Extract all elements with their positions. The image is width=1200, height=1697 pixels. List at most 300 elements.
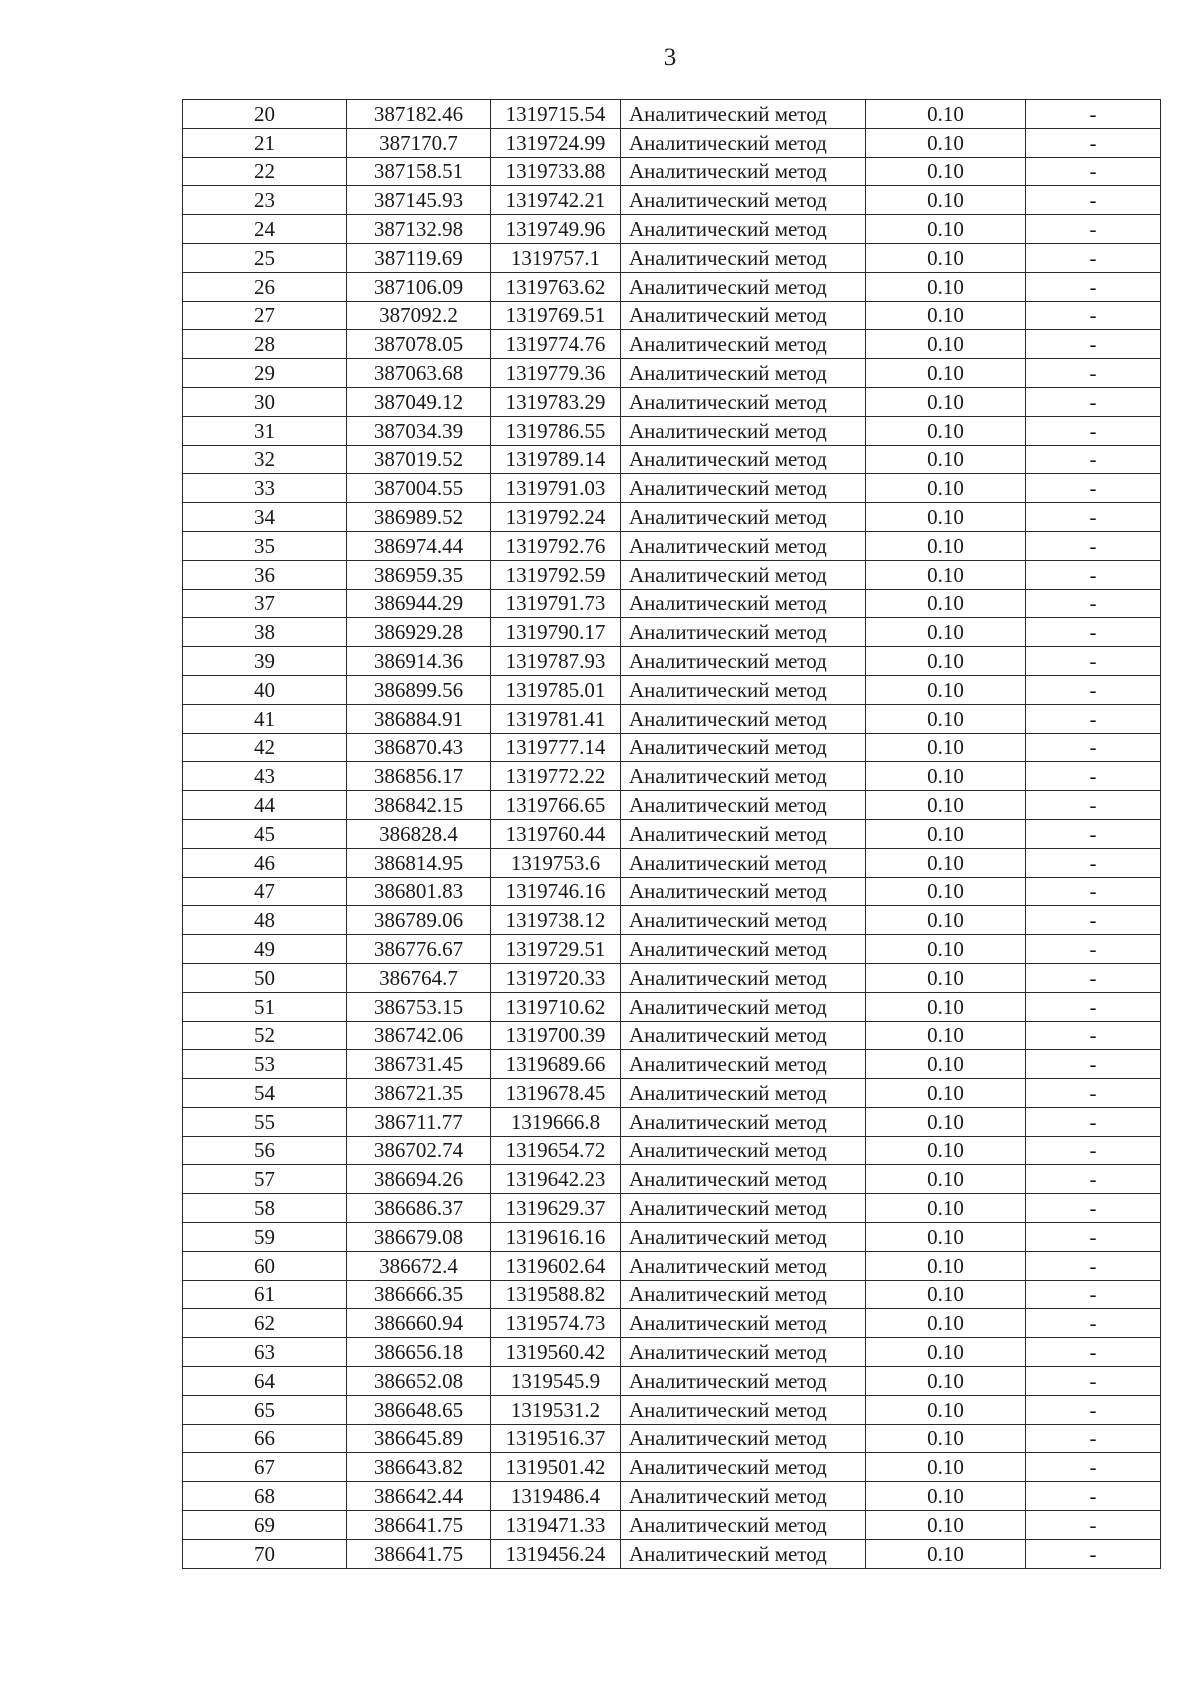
point-number-cell: 58 (183, 1194, 347, 1223)
accuracy-cell: 0.10 (866, 963, 1026, 992)
method-cell: Аналитический метод (621, 963, 866, 992)
accuracy-cell: 0.10 (866, 1223, 1026, 1252)
accuracy-cell: 0.10 (866, 531, 1026, 560)
accuracy-cell: 0.10 (866, 1424, 1026, 1453)
table-row (183, 243, 1161, 272)
description-cell: - (1026, 1223, 1161, 1252)
accuracy-cell: 0.10 (866, 359, 1026, 388)
table-row (183, 330, 1161, 359)
table-row (183, 589, 1161, 618)
table-row (183, 992, 1161, 1021)
accuracy-cell: 0.10 (866, 1511, 1026, 1540)
point-number-cell: 34 (183, 503, 347, 532)
y-coordinate-cell: 1319501.42 (491, 1453, 621, 1482)
accuracy-cell: 0.10 (866, 906, 1026, 935)
table-row (183, 618, 1161, 647)
x-coordinate-cell: 386711.77 (347, 1107, 491, 1136)
y-coordinate-cell: 1319753.6 (491, 848, 621, 877)
table-row (183, 1107, 1161, 1136)
y-coordinate-cell: 1319516.37 (491, 1424, 621, 1453)
description-cell: - (1026, 186, 1161, 215)
accuracy-cell: 0.10 (866, 1050, 1026, 1079)
accuracy-cell: 0.10 (866, 1107, 1026, 1136)
accuracy-cell: 0.10 (866, 100, 1026, 129)
table-row (183, 301, 1161, 330)
description-cell: - (1026, 531, 1161, 560)
y-coordinate-cell: 1319757.1 (491, 243, 621, 272)
accuracy-cell: 0.10 (866, 1280, 1026, 1309)
x-coordinate-cell: 386929.28 (347, 618, 491, 647)
y-coordinate-cell: 1319678.45 (491, 1079, 621, 1108)
x-coordinate-cell: 386944.29 (347, 589, 491, 618)
accuracy-cell: 0.10 (866, 992, 1026, 1021)
description-cell: - (1026, 330, 1161, 359)
description-cell: - (1026, 100, 1161, 129)
description-cell: - (1026, 272, 1161, 301)
method-cell: Аналитический метод (621, 675, 866, 704)
table-row (183, 848, 1161, 877)
table-row (183, 1136, 1161, 1165)
table-row (183, 791, 1161, 820)
accuracy-cell: 0.10 (866, 733, 1026, 762)
x-coordinate-cell: 386742.06 (347, 1021, 491, 1050)
x-coordinate-cell: 386672.4 (347, 1251, 491, 1280)
description-cell: - (1026, 1165, 1161, 1194)
point-number-cell: 21 (183, 128, 347, 157)
x-coordinate-cell: 386764.7 (347, 963, 491, 992)
point-number-cell: 29 (183, 359, 347, 388)
method-cell: Аналитический метод (621, 877, 866, 906)
method-cell: Аналитический метод (621, 848, 866, 877)
method-cell: Аналитический метод (621, 1165, 866, 1194)
accuracy-cell: 0.10 (866, 1136, 1026, 1165)
method-cell: Аналитический метод (621, 215, 866, 244)
x-coordinate-cell: 386842.15 (347, 791, 491, 820)
y-coordinate-cell: 1319629.37 (491, 1194, 621, 1223)
description-cell: - (1026, 877, 1161, 906)
accuracy-cell: 0.10 (866, 1021, 1026, 1050)
y-coordinate-cell: 1319545.9 (491, 1367, 621, 1396)
method-cell: Аналитический метод (621, 762, 866, 791)
y-coordinate-cell: 1319781.41 (491, 704, 621, 733)
point-number-cell: 27 (183, 301, 347, 330)
x-coordinate-cell: 387004.55 (347, 474, 491, 503)
description-cell: - (1026, 1251, 1161, 1280)
y-coordinate-cell: 1319787.93 (491, 647, 621, 676)
point-number-cell: 59 (183, 1223, 347, 1252)
method-cell: Аналитический метод (621, 128, 866, 157)
accuracy-cell: 0.10 (866, 877, 1026, 906)
accuracy-cell: 0.10 (866, 1079, 1026, 1108)
point-number-cell: 60 (183, 1251, 347, 1280)
y-coordinate-cell: 1319763.62 (491, 272, 621, 301)
point-number-cell: 63 (183, 1338, 347, 1367)
point-number-cell: 49 (183, 935, 347, 964)
method-cell: Аналитический метод (621, 992, 866, 1021)
y-coordinate-cell: 1319574.73 (491, 1309, 621, 1338)
method-cell: Аналитический метод (621, 589, 866, 618)
accuracy-cell: 0.10 (866, 157, 1026, 186)
point-number-cell: 54 (183, 1079, 347, 1108)
accuracy-cell: 0.10 (866, 1251, 1026, 1280)
description-cell: - (1026, 992, 1161, 1021)
method-cell: Аналитический метод (621, 1079, 866, 1108)
point-number-cell: 42 (183, 733, 347, 762)
y-coordinate-cell: 1319724.99 (491, 128, 621, 157)
table-row (183, 272, 1161, 301)
method-cell: Аналитический метод (621, 819, 866, 848)
point-number-cell: 55 (183, 1107, 347, 1136)
x-coordinate-cell: 386645.89 (347, 1424, 491, 1453)
description-cell: - (1026, 1453, 1161, 1482)
x-coordinate-cell: 387049.12 (347, 387, 491, 416)
x-coordinate-cell: 387078.05 (347, 330, 491, 359)
point-number-cell: 66 (183, 1424, 347, 1453)
method-cell: Аналитический метод (621, 1482, 866, 1511)
table-row (183, 1482, 1161, 1511)
y-coordinate-cell: 1319792.24 (491, 503, 621, 532)
table-row (183, 100, 1161, 129)
table-row (183, 215, 1161, 244)
method-cell: Аналитический метод (621, 1280, 866, 1309)
point-number-cell: 25 (183, 243, 347, 272)
accuracy-cell: 0.10 (866, 330, 1026, 359)
table-row (183, 733, 1161, 762)
description-cell: - (1026, 1107, 1161, 1136)
y-coordinate-cell: 1319792.59 (491, 560, 621, 589)
accuracy-cell: 0.10 (866, 1453, 1026, 1482)
accuracy-cell: 0.10 (866, 675, 1026, 704)
x-coordinate-cell: 386989.52 (347, 503, 491, 532)
accuracy-cell: 0.10 (866, 503, 1026, 532)
accuracy-cell: 0.10 (866, 1482, 1026, 1511)
y-coordinate-cell: 1319738.12 (491, 906, 621, 935)
table-row (183, 1223, 1161, 1252)
method-cell: Аналитический метод (621, 1539, 866, 1568)
table-row (183, 387, 1161, 416)
x-coordinate-cell: 386694.26 (347, 1165, 491, 1194)
table-row (183, 1424, 1161, 1453)
method-cell: Аналитический метод (621, 733, 866, 762)
x-coordinate-cell: 386974.44 (347, 531, 491, 560)
point-number-cell: 50 (183, 963, 347, 992)
accuracy-cell: 0.10 (866, 1338, 1026, 1367)
x-coordinate-cell: 387145.93 (347, 186, 491, 215)
method-cell: Аналитический метод (621, 243, 866, 272)
description-cell: - (1026, 128, 1161, 157)
description-cell: - (1026, 301, 1161, 330)
method-cell: Аналитический метод (621, 906, 866, 935)
y-coordinate-cell: 1319456.24 (491, 1539, 621, 1568)
point-number-cell: 47 (183, 877, 347, 906)
method-cell: Аналитический метод (621, 560, 866, 589)
x-coordinate-cell: 387119.69 (347, 243, 491, 272)
x-coordinate-cell: 386641.75 (347, 1539, 491, 1568)
point-number-cell: 28 (183, 330, 347, 359)
y-coordinate-cell: 1319588.82 (491, 1280, 621, 1309)
method-cell: Аналитический метод (621, 1050, 866, 1079)
accuracy-cell: 0.10 (866, 186, 1026, 215)
y-coordinate-cell: 1319720.33 (491, 963, 621, 992)
accuracy-cell: 0.10 (866, 1165, 1026, 1194)
description-cell: - (1026, 1482, 1161, 1511)
accuracy-cell: 0.10 (866, 819, 1026, 848)
y-coordinate-cell: 1319602.64 (491, 1251, 621, 1280)
x-coordinate-cell: 387106.09 (347, 272, 491, 301)
point-number-cell: 32 (183, 445, 347, 474)
x-coordinate-cell: 386642.44 (347, 1482, 491, 1511)
point-number-cell: 67 (183, 1453, 347, 1482)
description-cell: - (1026, 474, 1161, 503)
description-cell: - (1026, 647, 1161, 676)
table-row (183, 819, 1161, 848)
description-cell: - (1026, 1367, 1161, 1396)
y-coordinate-cell: 1319792.76 (491, 531, 621, 560)
description-cell: - (1026, 416, 1161, 445)
point-number-cell: 24 (183, 215, 347, 244)
accuracy-cell: 0.10 (866, 272, 1026, 301)
x-coordinate-cell: 386753.15 (347, 992, 491, 1021)
method-cell: Аналитический метод (621, 100, 866, 129)
x-coordinate-cell: 386702.74 (347, 1136, 491, 1165)
table-row (183, 647, 1161, 676)
description-cell: - (1026, 1280, 1161, 1309)
method-cell: Аналитический метод (621, 474, 866, 503)
accuracy-cell: 0.10 (866, 704, 1026, 733)
point-number-cell: 62 (183, 1309, 347, 1338)
table-row (183, 762, 1161, 791)
method-cell: Аналитический метод (621, 531, 866, 560)
accuracy-cell: 0.10 (866, 1395, 1026, 1424)
point-number-cell: 45 (183, 819, 347, 848)
accuracy-cell: 0.10 (866, 301, 1026, 330)
accuracy-cell: 0.10 (866, 387, 1026, 416)
accuracy-cell: 0.10 (866, 1367, 1026, 1396)
x-coordinate-cell: 386776.67 (347, 935, 491, 964)
description-cell: - (1026, 1194, 1161, 1223)
table-row (183, 416, 1161, 445)
table-row (183, 1395, 1161, 1424)
y-coordinate-cell: 1319742.21 (491, 186, 621, 215)
description-cell: - (1026, 762, 1161, 791)
table-row (183, 877, 1161, 906)
x-coordinate-cell: 386828.4 (347, 819, 491, 848)
x-coordinate-cell: 386648.65 (347, 1395, 491, 1424)
description-cell: - (1026, 963, 1161, 992)
x-coordinate-cell: 386959.35 (347, 560, 491, 589)
method-cell: Аналитический метод (621, 503, 866, 532)
x-coordinate-cell: 386870.43 (347, 733, 491, 762)
point-number-cell: 46 (183, 848, 347, 877)
coordinates-table (182, 99, 1161, 1569)
table-row (183, 1338, 1161, 1367)
description-cell: - (1026, 906, 1161, 935)
method-cell: Аналитический метод (621, 1338, 866, 1367)
accuracy-cell: 0.10 (866, 474, 1026, 503)
method-cell: Аналитический метод (621, 186, 866, 215)
x-coordinate-cell: 386801.83 (347, 877, 491, 906)
method-cell: Аналитический метод (621, 647, 866, 676)
method-cell: Аналитический метод (621, 1511, 866, 1540)
y-coordinate-cell: 1319689.66 (491, 1050, 621, 1079)
description-cell: - (1026, 848, 1161, 877)
table-row (183, 963, 1161, 992)
description-cell: - (1026, 243, 1161, 272)
accuracy-cell: 0.10 (866, 1309, 1026, 1338)
accuracy-cell: 0.10 (866, 647, 1026, 676)
page-number: 3 (663, 44, 677, 71)
method-cell: Аналитический метод (621, 301, 866, 330)
x-coordinate-cell: 387092.2 (347, 301, 491, 330)
description-cell: - (1026, 704, 1161, 733)
method-cell: Аналитический метод (621, 1136, 866, 1165)
x-coordinate-cell: 386814.95 (347, 848, 491, 877)
y-coordinate-cell: 1319746.16 (491, 877, 621, 906)
y-coordinate-cell: 1319779.36 (491, 359, 621, 388)
y-coordinate-cell: 1319785.01 (491, 675, 621, 704)
table-row (183, 1539, 1161, 1568)
y-coordinate-cell: 1319710.62 (491, 992, 621, 1021)
x-coordinate-cell: 387019.52 (347, 445, 491, 474)
y-coordinate-cell: 1319777.14 (491, 733, 621, 762)
description-cell: - (1026, 819, 1161, 848)
x-coordinate-cell: 386789.06 (347, 906, 491, 935)
table-row (183, 1280, 1161, 1309)
method-cell: Аналитический метод (621, 1309, 866, 1338)
method-cell: Аналитический метод (621, 1367, 866, 1396)
y-coordinate-cell: 1319783.29 (491, 387, 621, 416)
method-cell: Аналитический метод (621, 1251, 866, 1280)
method-cell: Аналитический метод (621, 1223, 866, 1252)
y-coordinate-cell: 1319471.33 (491, 1511, 621, 1540)
y-coordinate-cell: 1319786.55 (491, 416, 621, 445)
table-row (183, 1367, 1161, 1396)
description-cell: - (1026, 1511, 1161, 1540)
y-coordinate-cell: 1319760.44 (491, 819, 621, 848)
point-number-cell: 30 (183, 387, 347, 416)
y-coordinate-cell: 1319642.23 (491, 1165, 621, 1194)
accuracy-cell: 0.10 (866, 1539, 1026, 1568)
table-row (183, 445, 1161, 474)
y-coordinate-cell: 1319769.51 (491, 301, 621, 330)
method-cell: Аналитический метод (621, 416, 866, 445)
description-cell: - (1026, 791, 1161, 820)
point-number-cell: 43 (183, 762, 347, 791)
x-coordinate-cell: 386660.94 (347, 1309, 491, 1338)
point-number-cell: 53 (183, 1050, 347, 1079)
table-row (183, 935, 1161, 964)
method-cell: Аналитический метод (621, 618, 866, 647)
method-cell: Аналитический метод (621, 1107, 866, 1136)
point-number-cell: 41 (183, 704, 347, 733)
table-row (183, 531, 1161, 560)
accuracy-cell: 0.10 (866, 618, 1026, 647)
description-cell: - (1026, 1395, 1161, 1424)
x-coordinate-cell: 386884.91 (347, 704, 491, 733)
description-cell: - (1026, 1338, 1161, 1367)
y-coordinate-cell: 1319666.8 (491, 1107, 621, 1136)
method-cell: Аналитический метод (621, 1424, 866, 1453)
method-cell: Аналитический метод (621, 272, 866, 301)
method-cell: Аналитический метод (621, 330, 866, 359)
point-number-cell: 56 (183, 1136, 347, 1165)
x-coordinate-cell: 386914.36 (347, 647, 491, 676)
accuracy-cell: 0.10 (866, 762, 1026, 791)
point-number-cell: 22 (183, 157, 347, 186)
description-cell: - (1026, 1309, 1161, 1338)
table-row (183, 1079, 1161, 1108)
table-row (183, 560, 1161, 589)
point-number-cell: 64 (183, 1367, 347, 1396)
description-cell: - (1026, 503, 1161, 532)
y-coordinate-cell: 1319733.88 (491, 157, 621, 186)
y-coordinate-cell: 1319560.42 (491, 1338, 621, 1367)
y-coordinate-cell: 1319774.76 (491, 330, 621, 359)
accuracy-cell: 0.10 (866, 560, 1026, 589)
accuracy-cell: 0.10 (866, 589, 1026, 618)
x-coordinate-cell: 387182.46 (347, 100, 491, 129)
point-number-cell: 68 (183, 1482, 347, 1511)
point-number-cell: 69 (183, 1511, 347, 1540)
x-coordinate-cell: 387170.7 (347, 128, 491, 157)
description-cell: - (1026, 1136, 1161, 1165)
point-number-cell: 65 (183, 1395, 347, 1424)
accuracy-cell: 0.10 (866, 416, 1026, 445)
y-coordinate-cell: 1319749.96 (491, 215, 621, 244)
y-coordinate-cell: 1319766.65 (491, 791, 621, 820)
table-row (183, 1511, 1161, 1540)
table-row (183, 503, 1161, 532)
point-number-cell: 51 (183, 992, 347, 1021)
point-number-cell: 35 (183, 531, 347, 560)
point-number-cell: 57 (183, 1165, 347, 1194)
description-cell: - (1026, 675, 1161, 704)
table-row (183, 359, 1161, 388)
method-cell: Аналитический метод (621, 1453, 866, 1482)
point-number-cell: 38 (183, 618, 347, 647)
method-cell: Аналитический метод (621, 1395, 866, 1424)
accuracy-cell: 0.10 (866, 243, 1026, 272)
x-coordinate-cell: 386679.08 (347, 1223, 491, 1252)
accuracy-cell: 0.10 (866, 1194, 1026, 1223)
description-cell: - (1026, 618, 1161, 647)
point-number-cell: 23 (183, 186, 347, 215)
x-coordinate-cell: 386899.56 (347, 675, 491, 704)
point-number-cell: 52 (183, 1021, 347, 1050)
method-cell: Аналитический метод (621, 704, 866, 733)
point-number-cell: 39 (183, 647, 347, 676)
method-cell: Аналитический метод (621, 445, 866, 474)
method-cell: Аналитический метод (621, 1194, 866, 1223)
description-cell: - (1026, 359, 1161, 388)
description-cell: - (1026, 445, 1161, 474)
y-coordinate-cell: 1319772.22 (491, 762, 621, 791)
accuracy-cell: 0.10 (866, 445, 1026, 474)
point-number-cell: 44 (183, 791, 347, 820)
y-coordinate-cell: 1319790.17 (491, 618, 621, 647)
point-number-cell: 26 (183, 272, 347, 301)
point-number-cell: 70 (183, 1539, 347, 1568)
table-row (183, 1251, 1161, 1280)
y-coordinate-cell: 1319700.39 (491, 1021, 621, 1050)
point-number-cell: 20 (183, 100, 347, 129)
y-coordinate-cell: 1319486.4 (491, 1482, 621, 1511)
description-cell: - (1026, 1079, 1161, 1108)
x-coordinate-cell: 386641.75 (347, 1511, 491, 1540)
x-coordinate-cell: 386721.35 (347, 1079, 491, 1108)
accuracy-cell: 0.10 (866, 848, 1026, 877)
description-cell: - (1026, 560, 1161, 589)
